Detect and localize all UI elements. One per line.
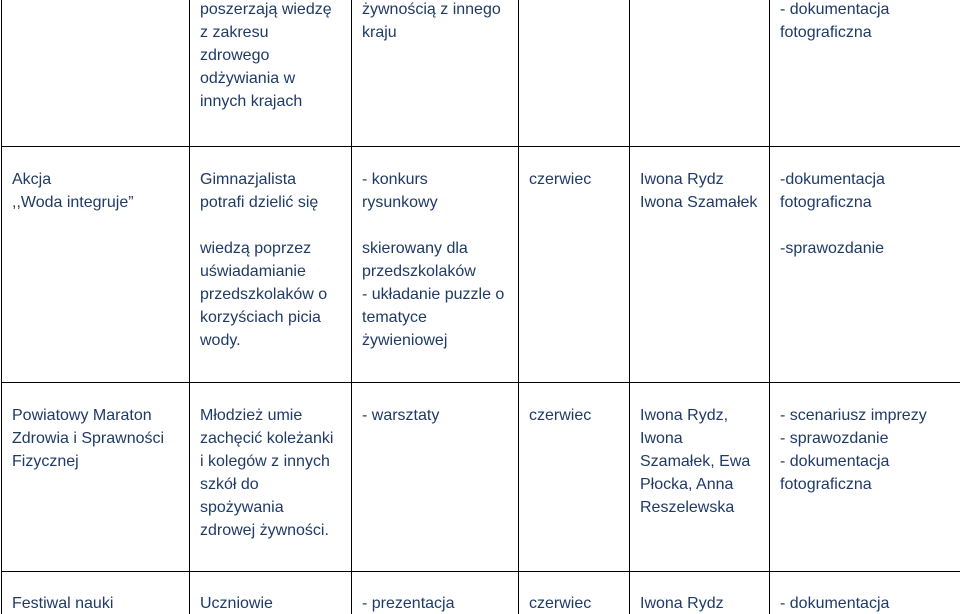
table-row xyxy=(2,383,960,572)
table-cell xyxy=(519,383,630,572)
table-cell xyxy=(519,572,630,614)
cell-text-continued: wiedzą poprzez uświadamianie przedszkolaków o korzyściach picia wody. xyxy=(200,240,328,349)
cell-text: - konkurs rysunkowy xyxy=(362,171,438,211)
table-cell xyxy=(352,0,519,147)
cell-text: czerwiec xyxy=(529,407,592,424)
table-cell xyxy=(770,0,960,147)
cell-text: Iwona Rydz Iwona Szamałek xyxy=(640,171,758,211)
cell-text: -dokumentacja fotograficzna xyxy=(780,171,885,211)
table-cell xyxy=(190,147,352,383)
table-cell xyxy=(2,147,190,383)
table-cell xyxy=(190,383,352,572)
table-cell xyxy=(2,383,190,572)
table-cell xyxy=(2,572,190,614)
cell-text-continued: -sprawozdanie xyxy=(780,240,885,257)
activity-plan-table xyxy=(1,0,960,614)
table-row xyxy=(2,147,960,383)
cell-text: Festiwal nauki xyxy=(12,595,114,612)
cell-text: - dokumentacja xyxy=(780,595,890,612)
table-cell xyxy=(519,0,630,147)
table-row xyxy=(2,0,960,147)
cell-text: - dokumentacja fotograficzna xyxy=(780,1,890,41)
table-cell xyxy=(770,572,960,614)
table-cell xyxy=(352,383,519,572)
table-cell xyxy=(630,383,770,572)
cell-text: Iwona Rydz, Iwona Szamałek, Ewa Płocka, Anna Reszelewska xyxy=(640,407,751,516)
table-cell xyxy=(770,147,960,383)
cell-text: poszerzają wiedzę z zakresu zdrowego odżywiania w innych krajach xyxy=(200,1,332,110)
table-cell xyxy=(190,572,352,614)
cell-text: - prezentacja xyxy=(362,595,455,612)
cell-text: Iwona Rydz xyxy=(640,595,724,612)
cell-text: Akcja ,,Woda integruje” xyxy=(12,171,134,211)
table-cell xyxy=(630,572,770,614)
cell-text: Młodzież umie zachęcić koleżanki i kolegów z innych szkół do spożywania zdrowej żywności. xyxy=(200,407,334,539)
table-cell xyxy=(352,147,519,383)
cell-text: Powiatowy Maraton Zdrowia i Sprawności Fizycznej xyxy=(12,407,165,470)
table-row xyxy=(2,572,960,614)
cell-text: Gimnazjalista potrafi dzielić się xyxy=(200,171,319,211)
cell-text: - warsztaty xyxy=(362,407,440,424)
cell-text: czerwiec xyxy=(529,171,592,188)
table-cell xyxy=(630,0,770,147)
table-cell xyxy=(2,0,190,147)
table-cell xyxy=(190,0,352,147)
cell-text-continued: skierowany dla przedszkolaków - układanie puzzle o tematyce żywieniowej xyxy=(362,240,505,349)
table-cell xyxy=(352,572,519,614)
cell-text: - scenariusz imprezy - sprawozdanie - dokumentacja fotograficzna xyxy=(780,407,927,493)
table-cell xyxy=(770,383,960,572)
table-cell xyxy=(630,147,770,383)
table-cell xyxy=(519,147,630,383)
cell-text: czerwiec xyxy=(529,595,592,612)
cell-text: żywnością z innego kraju xyxy=(362,1,501,41)
cell-text: Uczniowie xyxy=(200,595,273,612)
